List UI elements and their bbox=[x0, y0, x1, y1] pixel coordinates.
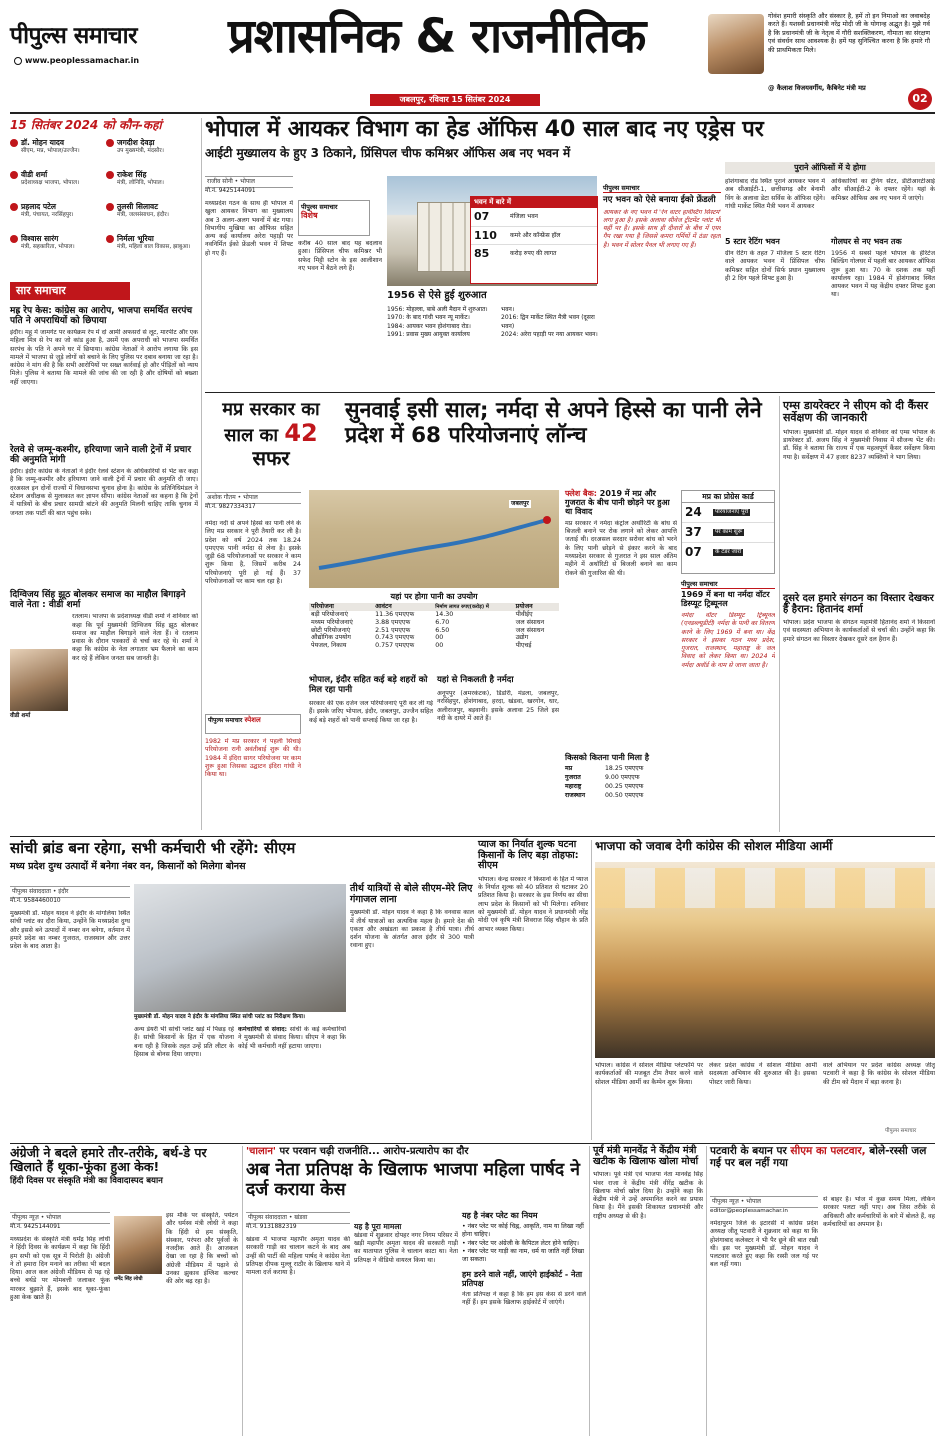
person-place: मंत्री, सहकारिता, भोपाल। bbox=[21, 243, 75, 250]
employees-title: कर्मचारियों से संवाद: bbox=[238, 1026, 288, 1033]
table-header: परियोजना bbox=[311, 603, 334, 610]
onion-story bbox=[478, 840, 588, 1140]
cake-byline: पीपुल्स न्यूज़ • भोपाल bbox=[10, 1212, 110, 1224]
aiims-body: भोपाल। मुख्यमंत्री डॉ. मोहन यादव से शनिवार को एम्स भोपाल के डायरेक्टर डॉ. अजय सिंह ने मुख्यमंत्री निवास में सौजन्य भेंट की। डॉ. सिंह ने बताया कि राज्य में एक महत्वपूर्ण कैंसर सर्वेक्षण किया गया है। सर्वेक्षण में 47 हजार 8237 व्यक्तियों ने भाग लिया। bbox=[783, 428, 935, 461]
knowledge-header bbox=[603, 184, 721, 193]
cake-subhead: हिंदी दिवस पर संस्कृति मंत्री का विवादास्पद बयान bbox=[10, 1176, 163, 1186]
patwari-headline-red: सीएम का पलटवार, bbox=[790, 1145, 866, 1157]
narmada-byline: अशोक गौतम • भोपाल bbox=[205, 492, 301, 504]
timeline-left bbox=[387, 306, 497, 340]
saar-story-3-body: रतलाम। भाजपा के प्रदेशाध्यक्ष वीडी शर्मा ने शनिवार को कहा कि पूर्व मुख्यमंत्री दिग्विजय सिंह झूठ बोलकर समाज का माहौल बिगाड़ने वाले नेता हैं। वे रतलाम प्रवास के दौरान पत्रकारों से चर्चा कर रहे थे। शर्मा ने कहा कि कांग्रेस के नेता लगातार भ्रम फैलाने का काम कर रहे हैं लेकिन जनता सब जानती है। bbox=[72, 613, 198, 662]
old-offices-body-1: होशंगाबाद रोड स्थित पुराने आयकर भवन में अब सीआईटी-1, छत्तीसगढ़ और बेनामी विंग के अलावा डेटा सर्विस के ऑफिस रहेंगे। गांधी मार्केट स्थित मैत्री भवन में आयकर bbox=[725, 178, 825, 210]
knowledge-title: नए भवन को ऐसे बनाया ईको फ्रेंडली bbox=[603, 195, 716, 205]
lead-subhead: आईटी मुख्यालय के हुए 3 ठिकाने, प्रिंसिपल चीफ कमिश्नर ऑफिस अब नए भवन में bbox=[205, 145, 571, 160]
timeline-right bbox=[501, 306, 601, 340]
person-name: वीडी शर्मा bbox=[21, 170, 48, 179]
saar-story-1-title: मह्र रेप केस: कांग्रेस का आरोप, भाजपा समर्थित सरपंच पति ने अपराधियों को छिपाया bbox=[10, 305, 193, 326]
pilgrim-title: तीर्थ यात्रियों से बोले सीएम-मेरे लिए गंगाजल लाना bbox=[350, 883, 473, 905]
website-link[interactable] bbox=[14, 56, 139, 66]
whos-where-heading: 15 सितंबर 2024 को कौन-कहां bbox=[10, 118, 162, 132]
location-pin-icon bbox=[10, 203, 18, 211]
fact-label: करोड़ रुपए की लागत bbox=[510, 250, 557, 258]
fact-row bbox=[471, 227, 597, 246]
narmada-body: नर्मदा नदी से अपने हिस्से का पानी लेने के लिए मप्र सरकार ने पूरी तैयारी कर ली है। प्रदेश को वर्ष 2024 तक 18.24 एमएएफ पानी नर्मदा से लेना है। इसके जुड़ी 68 परियोजनाओं पर सरकार ने काम शुरू किया है, जिसमें करीब 24 परियोजनाएं पूरी हो गई हैं। 37 परियोजनाओं पर काम चल रहा है। bbox=[205, 520, 301, 586]
employees-body: सांची के कई कर्मचारियों ने मुख्यमंत्री से संवाद किया। सीएम ने कहा कि कोई भी कर्मचारी नहीं हटाया जाएगा। bbox=[238, 1026, 346, 1050]
tribunal-box bbox=[681, 580, 775, 830]
flashback-title: 2019 में मप्र और गुजरात के बीच पानी छोड़ने पर हुआ था विवाद bbox=[565, 489, 670, 516]
quote-text: गोवंश हमारी संस्कृति और संस्कार है, हमें तो इन निमाओ का जवाबदेह करते हैं। यशस्वी प्रधानमंत्री नरेंद्र मोदी जी के योगान्ह अद्भुत है। मुझे गर्व है कि प्रधानमंत्री जी के नेतृत्व में गौरी सशक्तिकरण, गौमाता का संरक्षण एवं संवर्धन साथ आवश्यक है। हमें यह सुनिश्चित करना है कि हमारे गौ की प्राथमिकता मिले। bbox=[768, 12, 930, 54]
lead-byline: राजीव सोनी • भोपाल bbox=[205, 176, 293, 188]
minister-lodhi-caption: धर्मेंद्र सिंह लोधी bbox=[114, 1276, 143, 1282]
pilgrim-box bbox=[350, 884, 474, 1140]
vd-sharma-photo bbox=[10, 649, 68, 711]
whos-where-box bbox=[10, 118, 198, 278]
plate-title: यह है नंबर प्लेट का नियम bbox=[462, 1211, 538, 1220]
narmada-tag-paper: पीपुल्स समाचार bbox=[208, 717, 243, 724]
origin-body: अनूपपुर (अमरकंटक), डिंडोरी, मंडला, जबलपुर, नरसिंहपुर, होशंगाबाद, हरदा, खंडवा, खरगोन, धार, अलीराजपुर, बड़वानी। इसके अलावा 25 जिले इस नदी के दायरे में आते हैं। bbox=[437, 690, 559, 722]
person-entry bbox=[10, 202, 104, 219]
lead-mobile: मो.नं. 9425144091 bbox=[205, 188, 256, 194]
sanchi-body: मुख्यमंत्री डॉ. मोहन यादव ने इंदौर के मांगलिया स्थित सांची प्लांट का दौरा किया, उन्होंने कि मध्यप्रदेश दुग्ध और इससे बने उत्पादों में नम्बर वन बनेगा, वर्तमान में हमारे प्रदेश का नम्बर गुजरात, राजस्थान और उत्तर प्रदेश के बाद आता है। bbox=[10, 910, 130, 951]
table-row: पेयजल, निकाय 0.757 एमएएफ 00 पीएचई bbox=[311, 642, 532, 650]
congress-story bbox=[595, 840, 935, 1140]
onion-body: भोपाल। केन्द्र सरकार ने किसानों के हित में प्याज के निर्यात शुल्क को 40 प्रतिशत से घटाकर 20 प्रतिशत किया है। सरकार के इस निर्णय का सीधा लाभ प्रदेश के किसानों को भी मिलेगा। शनिवार को मुख्यमंत्री डॉ. मोहन यादव ने प्रधानमंत्री नरेंद्र मोदी एवं कृषि मंत्री शिवराज सिंह चौहान के प्रति आभार व्यक्त किया। bbox=[478, 875, 588, 933]
fact-label: मंजिला भवन bbox=[510, 212, 539, 220]
saar-story-3-title: दिग्विजय सिंह झूठ बोलकर समाज का माहौल बिगाड़ने वाले नेता : वीडी शर्मा bbox=[10, 590, 186, 611]
facts-box bbox=[470, 196, 598, 284]
narmada-headline: सुनवाई इसी साल; नर्मदा से अपने हिस्से का पानी लेने प्रदेश में 68 परियोजनाएं लॉन्च bbox=[345, 398, 762, 449]
narmada-history-box: 1982 में मप्र सरकार ने पहली सिंचाई परियोजना रानी अवंतीबाई शुरू की थी। 1984 में इंदिरा सागर परियोजना पर काम शुरू हुआ जिसका उद्घाटन इंदिरा गांधी ने किया था। bbox=[205, 738, 301, 779]
share-row: मप्र 18.25 एमएएफ bbox=[565, 764, 644, 772]
section-title: प्रशासनिक & राजनीतिक bbox=[228, 9, 646, 64]
star-title: 5 स्टार रेटिंग भवन bbox=[725, 237, 780, 246]
uses-grid bbox=[309, 603, 559, 650]
person-place: सीएम, मप्र, भोपाल/उज्जैन। bbox=[21, 147, 80, 154]
cake-story bbox=[10, 1146, 238, 1436]
parshad-headline: अब नेता प्रतिपक्ष के खिलाफ भाजपा महिला पार्षद ने दर्ज कराया केस bbox=[246, 1160, 581, 1200]
progress-card bbox=[681, 490, 775, 574]
sanchi-subhead: मध्य प्रदेश दुग्ध उत्पादों में बनेगा नंबर वन, किसानों को मिलेगा बोनस bbox=[10, 860, 246, 872]
lead-tag-box bbox=[298, 200, 370, 236]
lead-story bbox=[205, 118, 935, 388]
person-place: प्रदेशाध्यक्ष भाजपा, भोपाल। bbox=[21, 179, 80, 186]
manvendra-headline: पूर्व मंत्री मानवेंद्र ने केंद्रीय मंत्री खटीक के खिलाफ खोला मोर्चा bbox=[593, 1145, 699, 1167]
fact-value: 07 bbox=[474, 209, 490, 223]
side-title-word: सफर bbox=[252, 446, 290, 471]
quote-author-photo bbox=[708, 14, 764, 74]
congress-caption: भोपाल। कांग्रेस ने सोशल मीडिया प्लेटफॉर्म पर कार्यकर्ताओं की मजबूत टीम तैयार करने वाले सोशल मीडिया आर्मी का कैम्पेन शुरू किया। bbox=[595, 1062, 703, 1086]
parshad-kicker bbox=[246, 1146, 586, 1157]
table-row: मध्यम परियोजनाएं 3.88 एमएएफ 6.70 जल संसाधन bbox=[311, 618, 545, 626]
tribunal-body: नर्मदा वॉटर डिस्प्यूट ट्रिब्यूनल (एनडब्ल्यूडीटी) नर्मदा के पानी का वितरण करने के लिए 1969 में बना था। केंद्र सरकार ने इसका गठन मध्य प्रदेश, गुजरात, राजस्थान, महाराष्ट्र के जल विवाद को लेकर किया था। 2024 में नर्मदा अवॉर्ड के नाम से जाना जाता है। bbox=[681, 611, 775, 669]
share-title: किसको कितना पानी मिला है bbox=[565, 752, 649, 762]
sanchi-plant-photo bbox=[134, 884, 346, 1012]
person-entry bbox=[10, 138, 104, 155]
patwari-email[interactable]: editor@peoplessamachar.in bbox=[710, 1208, 788, 1214]
narmada-tag: स्पेशल bbox=[244, 716, 261, 724]
progress-row bbox=[682, 543, 774, 562]
person-place: मंत्री, लोनिवि, भोपाल। bbox=[117, 179, 164, 186]
aiims-story bbox=[783, 400, 935, 830]
old-offices-body-2: अधिकारियों का ट्रेनिंग सेंटर, डीटीआरटीआई और सीआईटी-2 के दफ्तर रहेंगे। यहां के कमिश्नर ऑफिस अब नए भवन में जाएंगे। bbox=[831, 178, 935, 202]
star-body: ग्रीन रेटिंग के तहत 7 मंजिला 5 स्टार रेटिंग वाले आयकर भवन में प्रिंसिपल चीफ कमिश्नर सहित दोनों सिर्फ प्रधान मुख्यालय ही 2 दिन पहले शिफ्ट हुआ है। bbox=[725, 250, 825, 282]
side-title-line1: मप्र सरकार का bbox=[222, 399, 320, 420]
person-name: विश्वास सारंग bbox=[21, 234, 59, 243]
sanchi-photo-caption: मुख्यमंत्री डॉ. मोहन यादव ने इंदौर के मांगलिया स्थित सांची प्लांट का निरीक्षण किया। bbox=[134, 1014, 306, 1020]
hsrp-title: हम डरने वाले नहीं, जाएंगे हाईकोर्ट - नेता प्रतिपक्ष bbox=[462, 1269, 583, 1288]
person-name: तुलसी सिलावट bbox=[117, 202, 158, 211]
side-title-number: 42 bbox=[284, 419, 318, 448]
timeline-entry: 1984: आयकर भवन होशंगाबाद रोड। bbox=[387, 322, 471, 330]
facts-title: भवन में बारे में bbox=[471, 197, 597, 208]
patwari-story bbox=[710, 1146, 935, 1436]
old-offices-box bbox=[725, 162, 935, 340]
table-header: आवंटन bbox=[375, 603, 392, 610]
cities-title: भोपाल, इंदौर सहित कई बड़े शहरों को मिल रहा पानी bbox=[309, 675, 428, 695]
fact-row bbox=[471, 245, 597, 263]
lead-body-1: मध्यप्रदेश गठन के साथ ही भोपाल में खुला आयकर विभाग का मुख्यालय अब 3 अलग-अलग भवनों में बंट गया। विभागीय मुखिया का ऑफिस सहित अन्य कई कार्यालय अरेरा पहाड़ी पर नवनिर्मित ईको फ्रेंडली भवन में शिफ्ट हो गए हैं। bbox=[205, 200, 293, 257]
parshad-story bbox=[246, 1146, 586, 1436]
timeline-title: 1956 से ऐसे हुई शुरुआत bbox=[387, 290, 487, 301]
share-row: गुजरात 9.00 एमएएफ bbox=[565, 773, 640, 781]
narmada-tag-box bbox=[205, 714, 301, 734]
share-row: राजस्थान 00.50 एमएएफ bbox=[565, 791, 644, 799]
timeline-entry: भवन। bbox=[501, 306, 515, 313]
cake-body: मध्यप्रदेश के संस्कृति मंत्री धर्मेंद्र सिंह लोधी ने हिंदी दिवस के कार्यक्रम में कहा कि हिंदी हम सभी को एक सूत्र में पिरोती है। अंग्रेजी ने तो हमारा दिन मनाने का तरीका भी बदल दिया। आज कल अंग्रेजी मीडियम से पढ़ रहे बच्चे बर्थडे पर मोमबत्ती जलाकर फूंक मारकर बुझाते हैं, इसके बाद थूका-फूंका हुआ केक खाते हैं। bbox=[10, 1236, 110, 1302]
progress-label: परियोजनाएं पूरी bbox=[715, 509, 749, 516]
hitanand-body: भोपाल। प्रदेश भाजपा के संगठन महामंत्री हितानंद शर्मा ने किसानों एवं सदस्यता अभियान के कार्यकर्ताओं से चर्चा की। उन्होंने कहा कि हमारे संगठन का विस्तार देखकर दूसरे दल हैरान हैं। bbox=[783, 619, 935, 643]
patwari-body-2: से बाहर है। भोज में कुछ समय मिला, लेकिन सरकार पलटा नहीं पाए। अब जिस तरीके से अधिकारी और कर्मचारियों के बारे में बोलते हैं, वह कर्मचारियों का अपमान है। bbox=[823, 1196, 935, 1228]
table-header: प्रयोजन bbox=[515, 603, 533, 610]
date-bar: जबलपुर, रविवार 15 सितंबर 2024 bbox=[370, 94, 540, 106]
person-entry bbox=[106, 170, 200, 187]
location-pin-icon bbox=[106, 171, 114, 179]
pilgrim-body: मुख्यमंत्री डॉ. मोहन यादव ने कहा है कि वनवास काल में तीर्थ यात्राओं का अत्यधिक महत्व है। हमारे देश की एकता और अखंडता का प्रकाश है तीर्थ यात्रा। तीर्थ दर्शन योजना के अंतर्गत आज इंदौर से 300 यात्री रवाना हुए। bbox=[350, 909, 474, 950]
cake-mobile: मो.नं. 9425144091 bbox=[10, 1224, 61, 1230]
flashback-tag: फ्लेश बैक: bbox=[565, 489, 597, 498]
progress-label: के टेंडर जारी bbox=[715, 549, 742, 556]
sanchi-employees bbox=[238, 1026, 346, 1136]
golghar-body: 1956 में सबसे पहले भोपाल के हेरिटेज बिल्डिंग गोलघर में पहली बार आयकर ऑफिस शुरू हुआ था। 70 के दशक तक यहीं कार्यालय रहा। 1984 में होशंगाबाद स्थित आयकर भवन में यह केंद्रीय दफ्तर शिफ्ट हुआ था। bbox=[831, 250, 935, 299]
congress-credit: पीपुल्स समाचार bbox=[885, 1128, 917, 1134]
masthead bbox=[10, 8, 935, 110]
person-name: राकेश सिंह bbox=[117, 170, 147, 179]
person-entry bbox=[10, 170, 104, 187]
location-pin-icon bbox=[10, 171, 18, 179]
person-place: उप मुख्यमंत्री, मंदसौर। bbox=[117, 147, 164, 154]
progress-value: 37 bbox=[685, 525, 702, 540]
person-entry bbox=[106, 202, 200, 219]
congress-headline: भाजपा को जवाब देगी कांग्रेस की सोशल मीडिया आर्मी bbox=[595, 839, 833, 853]
saar-heading: सार समाचार bbox=[10, 282, 130, 300]
progress-row bbox=[682, 503, 774, 523]
person-entry bbox=[106, 234, 200, 251]
plate-rule: • नंबर प्लेट पर गाड़ी का नाम, धर्म या जाति नहीं लिखा जा सकता। bbox=[462, 1248, 585, 1264]
timeline-entry: 1991: प्रवास मुख्य आयुक्त कार्यालय bbox=[387, 331, 470, 339]
patwari-headline bbox=[710, 1146, 935, 1170]
cities-body: सरकार की एक दर्जन जल परियोजनाएं पूरी कर ली गई हैं। इसके जरिए भोपाल, इंदौर, जबलपुर, उज्जैन सहित कई बड़े शहरों को पानी सप्लाई किया जा रहा है। bbox=[309, 700, 433, 724]
parshad-mobile: मो.नं. 9131882319 bbox=[246, 1224, 297, 1230]
person-name: जगदीश देवड़ा bbox=[117, 138, 155, 147]
saar-samachar-column bbox=[10, 282, 198, 830]
fact-value: 110 bbox=[474, 228, 497, 242]
progress-value: 24 bbox=[685, 505, 702, 520]
globe-icon bbox=[14, 57, 22, 65]
origin-title: यहां से निकलती है नर्मदा bbox=[437, 675, 514, 685]
person-place: मंत्री, जलसंसाधन, इंदौर। bbox=[117, 211, 169, 218]
lead-headline: भोपाल में आयकर विभाग का हेड ऑफिस 40 साल बाद नए एड्रेस पर bbox=[205, 117, 764, 142]
knowledge-body: आयकर के नए भवन में 'रेन वाटर हार्वेस्टिंग सिस्टम' लगा हुआ है। इसके अलावा सीवेज ट्रीटमेंट प्लांट भी यहीं पर है। इसके साथ ही दीवारों के बीच में एयर गैप रखा गया है जिससे कमरा गर्मियों में ठंडा रहता है। भवन में सोलर पैनल भी लगाए गए हैं। bbox=[603, 208, 721, 249]
timeline-entry: 1970: के बाद गांधी भवन न्यू मार्केट। bbox=[387, 314, 470, 322]
saar-story-1-body: इंदौर। महू में जामगेट पर कार्यक्रम रेप में दो आर्मी अफसरों से लूट, मारपीट और एक महिला मित्र से रेप का जो कांड हुआ है, उसमें एक अपराधी को भाजपा समर्थित सरपंच के पति ने अपने घर में छिपाया। कांग्रेस नेताओं ने आरोप लगाया कि इस मामले में भाजपा से जुड़े लोगों को बचाने के लिए पुलिस पर दबाव बनाया जा रहा है। कांग्रेस ने मांग की है कि सभी आरोपियों पर सख्त कार्रवाई हो और पीड़ितों को न्याय मिले। पुलिस ने बताया कि मामले की जांच की जा रही है और दोषियों को बख्शा नहीं जाएगा। bbox=[10, 328, 198, 386]
person-name: प्रहलाद पटेल bbox=[21, 202, 56, 211]
sanchi-story bbox=[10, 840, 474, 1140]
manvendra-story bbox=[593, 1146, 703, 1436]
progress-row bbox=[682, 523, 774, 543]
matter-box bbox=[354, 1212, 458, 1432]
table-header: निर्माण लागत रुपए(करोड़) में bbox=[435, 603, 489, 610]
kicker-black: पर परवान चढ़ी राजनीति... आरोप-प्रत्यारोप का दौर bbox=[279, 1146, 469, 1157]
narmada-mobile: मो.नं. 9827334317 bbox=[205, 504, 256, 510]
progress-value: 07 bbox=[685, 545, 702, 560]
location-pin-icon bbox=[106, 203, 114, 211]
location-pin-icon bbox=[10, 235, 18, 243]
plate-rule: • नंबर प्लेट पर अंग्रेजी के कैपिटल लेटर होने चाहिए। bbox=[462, 1239, 579, 1247]
tribunal-title: 1969 में बना था नर्मदा वॉटर डिस्प्यूट ट्रिब्यूनल bbox=[681, 590, 770, 608]
flashback-body: मप्र सरकार ने नर्मदा कंट्रोल अथॉरिटी के बांध से बिजली बनाने पर रोक लगाने को लेकर आपत्ति जताई थी। दरअसल सरदार सरोवर बांध को भरने के लिए पानी छोड़ने से इंकार करने के बाद मध्यप्रदेश सरकार से गुजरात ने इस साल अंतिम महीने में अथॉरिटी से बिजली बनाने का काम रोकने की गुजारिश की थी। bbox=[565, 519, 677, 577]
narmada-story bbox=[205, 396, 775, 832]
saar-story-2-title: रेलवे से जम्मू-कश्मीर, हरियाणा जाने वाली ट्रेनों में प्रचार की अनुमति मांगी bbox=[10, 444, 192, 465]
knowledge-box bbox=[603, 184, 721, 340]
share-row: महाराष्ट्र 00.25 एमएएफ bbox=[565, 782, 644, 790]
cake-body-2: इस मौके पर संस्कृति, पर्यटन और धर्मस्व मंत्री लोधी ने कहा कि हिंदी से हम संस्कृति, संस्कार, परंपरा और पूर्वजों के नजदीक आते हैं। आजकल देखा जा रहा है कि बच्चों को अंग्रेजी मीडियम में पढ़ाने से उनका झुकाव इंग्लिश कल्चर की ओर बढ़ रहा है। bbox=[166, 1212, 238, 1286]
timeline-entry: 1956: मोहल्ला, बाबे अली मैदान में शुरुआत। bbox=[387, 306, 488, 313]
tribunal-paper: पीपुल्स समाचार bbox=[681, 580, 775, 589]
map-city-label: जबलपुर bbox=[511, 500, 529, 507]
aiims-title: एम्स डायरेक्टर ने सीएम को दी कैंसर सर्वेक्षण की जानकारी bbox=[783, 399, 929, 425]
side-title bbox=[207, 400, 335, 484]
uses-title: यहां पर होगा पानी का उपयोग bbox=[390, 592, 478, 601]
knowledge-paper: पीपुल्स समाचार bbox=[603, 184, 640, 192]
plate-rule: • नंबर प्लेट पर कोई चिह्न, आकृति, नाम या लिखा नहीं होना चाहिए। bbox=[462, 1222, 584, 1239]
progress-label: पर काम शुरू bbox=[715, 529, 743, 536]
patwari-headline-b: बोले-रस्सी जल गई पर बल नहीं गया bbox=[710, 1145, 927, 1169]
parshad-body: खंडवा में भाजपा महापौर अमृता यादव की सरकारी गाड़ी का चालान कटने के बाद अब उन्हीं की पार्टी की महिला पार्षद ने कांग्रेस नेता प्रतिपक्ष दीपक मुल्लू राठौर के खिलाफ थाने में मामला दर्ज कराया है। bbox=[246, 1236, 350, 1277]
fact-row bbox=[471, 208, 597, 227]
person-name: निर्मला भूरिया bbox=[117, 234, 154, 243]
banner-shape bbox=[595, 868, 935, 908]
fact-label: कमरे और कॉन्फ्रेंस हॉल bbox=[510, 231, 561, 239]
congress-caption-3: वाले अभियान पर प्रदेश कांग्रेस अध्यक्ष जीतू पटवारी ने कहा है कि कांग्रेस के सोशल मीडिया की टीम को मैदान में बड़ा करना है। bbox=[823, 1062, 935, 1086]
hsrp-body: नेता प्रतिपक्ष ने कहा है कि हम इस केस से डरने वाले नहीं हैं। हम इसके खिलाफ हाईकोर्ट में जाएंगे। bbox=[462, 1290, 586, 1306]
patwari-byline: पीपुल्स न्यूज़ • भोपाल bbox=[710, 1196, 818, 1208]
timeline-entry: 2024: अरेरा पहाड़ी पर नया आयकर भवन। bbox=[501, 331, 598, 339]
parshad-byline: पीपुल्स संवाददाता • खंडवा bbox=[246, 1212, 350, 1224]
saar-story-2-body: इंदौर। इंदौर कांग्रेस के नेताओं ने इंदौर रेलवे स्टेशन के अधिकारियों से भेंट कर कहा है कि जम्मू-कश्मीर और हरियाणा जाने वाली ट्रेनों में प्रचार की अनुमति दी जाए। दरअसल इन दोनों राज्यों में विधानसभा चुनाव होना है। कांग्रेस के प्रतिनिधिमंडल ने स्टेशन अधीक्षक से मुलाकात कर ज्ञापन सौंपा। कांग्रेस नेताओं का कहना है कि ट्रेनों में यात्रियों के बीच प्रचार सामग्री बांटने की अनुमति मिलनी चाहिए ताकि चुनाव में जनता तक पार्टी की बात पहुंच सके। bbox=[10, 468, 198, 517]
person-place: मंत्री, महिला बाल विकास, झाबुआ। bbox=[117, 243, 191, 250]
tag-paper: पीपुल्स समाचार bbox=[301, 203, 338, 211]
location-pin-icon bbox=[106, 235, 114, 243]
location-pin-icon bbox=[106, 139, 114, 147]
sanchi-body-2: अन्य डेयरी भी सांची प्लांट खड़े में पिछड़ रहे हैं। सांची किसानों के हित में एक योजना बना रही है जिसके तहत उन्हें प्रति लीटर के हिसाब से बोनस दिया जाएगा। bbox=[134, 1026, 234, 1058]
paper-logo: पीपुल्स समाचार bbox=[10, 23, 138, 49]
kicker-red: 'चालान' bbox=[246, 1146, 276, 1157]
sanchi-mobile: मो.नं. 9584460010 bbox=[10, 898, 61, 904]
uses-table bbox=[309, 592, 559, 670]
location-pin-icon bbox=[10, 139, 18, 147]
narmada-map bbox=[309, 490, 559, 588]
patwari-body: नर्मदापुरम जिले के इटारसी में कांग्रेस प्रदेश अध्यक्ष जीतू पटवारी ने शुक्रवार को कहा था कि होशंगाबाद कलेक्टर ने भी पैर छूने की बात रखी थी। इस पर मुख्यमंत्री डॉ. मोहन यादव ने पलटवार करते हुए कहा कि रस्सी जल गई पर बल नहीं गया। bbox=[710, 1220, 818, 1269]
congress-event-photo bbox=[595, 862, 935, 1058]
timeline-entry: 2016: द्विन मार्केट स्थित मैत्री भवन (दूसरा भवन) bbox=[501, 314, 595, 330]
manvendra-body: भोपाल। पूर्व मंत्री एवं भाजपा नेता मानवेंद्र सिंह भंवर राजा ने केंद्रीय मंत्री वीरेंद्र खटीक के खिलाफ मोर्चा खोल दिया है। उन्होंने कहा कि केंद्रीय मंत्री ने उन्हें अपमानित करने का प्रयास किया है। मैंने इसकी शिकायत प्रधानमंत्री और राष्ट्रीय अध्यक्ष से की है। bbox=[593, 1171, 703, 1220]
lead-tag: विशेष bbox=[301, 211, 318, 220]
golghar-title: गोलघर से नए भवन तक bbox=[831, 237, 902, 246]
side-title-line2: साल का bbox=[224, 425, 279, 447]
quote-box bbox=[708, 8, 935, 108]
table-row: बड़ी परियोजनाएं 11.36 एमएएफ 14.30 पीवीईए bbox=[311, 610, 533, 618]
share-list bbox=[565, 765, 677, 801]
person-place: मंत्री, पंचायत, नरसिंहपुर। bbox=[21, 211, 74, 218]
onion-title: प्याज का निर्यात शुल्क घटना किसानों के लिए बड़ा तोहफा: सीएम bbox=[478, 839, 579, 872]
congress-caption-2: लेकर प्रदेश कांग्रेस ने सोशल मीडिया आर्मी सदस्यता अभियान की शुरुआत की है। इसका पोस्टर जारी किया। bbox=[709, 1062, 817, 1086]
progress-title: मप्र का प्रोग्रेस कार्ड bbox=[682, 491, 774, 503]
flashback-box bbox=[565, 490, 677, 830]
page-number: 02 bbox=[908, 88, 932, 110]
person-entry bbox=[10, 234, 104, 251]
plate-rules-box bbox=[462, 1212, 586, 1432]
old-offices-title: पुराने ऑफिसों में ये होगा bbox=[725, 162, 935, 174]
hitanand-title: दूसरे दल हमारे संगठन का विस्तार देखकर हैं हैरान: हितानंद शर्मा bbox=[783, 592, 934, 615]
person-name: डॉ. मोहन यादव bbox=[21, 138, 65, 147]
vd-sharma-caption: वीडी शर्मा bbox=[10, 713, 31, 720]
sanchi-byline: पीपुल्स संवाददाता • इंदौर bbox=[10, 886, 130, 898]
table-row: औद्योगिक उपयोग 0.743 एमएएफ 00 उद्योग bbox=[311, 634, 529, 642]
website-text: www.peoplessamachar.in bbox=[25, 56, 140, 65]
quote-byline: @ कैलाश विजयवर्गीय, कैबिनेट मंत्री मप्र bbox=[768, 84, 866, 92]
matter-body: खंडवा में शुक्रवार दोपहर नगर निगम परिसर में खड़ी महापौर अमृता यादव की सरकारी गाड़ी का यातायात पुलिस ने चालान काटा था। नेता प्रतिपक्ष ने वीडियो वायरल किया था। bbox=[354, 1231, 458, 1264]
cake-headline: अंग्रेजी ने बदले हमारे तौर-तरीके, बर्थ-डे पर खिलाते हैं थूका-फूंका हुआ केक! bbox=[10, 1145, 207, 1174]
patwari-headline-a: पटवारी के बयान पर bbox=[710, 1145, 787, 1157]
person-entry bbox=[106, 138, 200, 155]
minister-lodhi-photo bbox=[114, 1216, 162, 1274]
lead-body-2: करीब 40 साल बाद यह बदलाव हुआ। प्रिंसिपल चीफ कमिश्नर भी सफेद मिट्टी स्टोन के इस आलीशान नए भवन में बैठने लगे हैं। bbox=[298, 240, 382, 272]
fact-value: 85 bbox=[474, 247, 490, 261]
table-row: छोटी परियोजनाएं 2.51 एमएएफ 6.50 जल संसाधन bbox=[311, 626, 545, 634]
matter-title: यह है पूरा मामला bbox=[354, 1222, 402, 1231]
sanchi-headline: सांची ब्रांड बना रहेगा, सभी कर्मचारी भी रहेंगे: सीएम bbox=[10, 839, 296, 857]
